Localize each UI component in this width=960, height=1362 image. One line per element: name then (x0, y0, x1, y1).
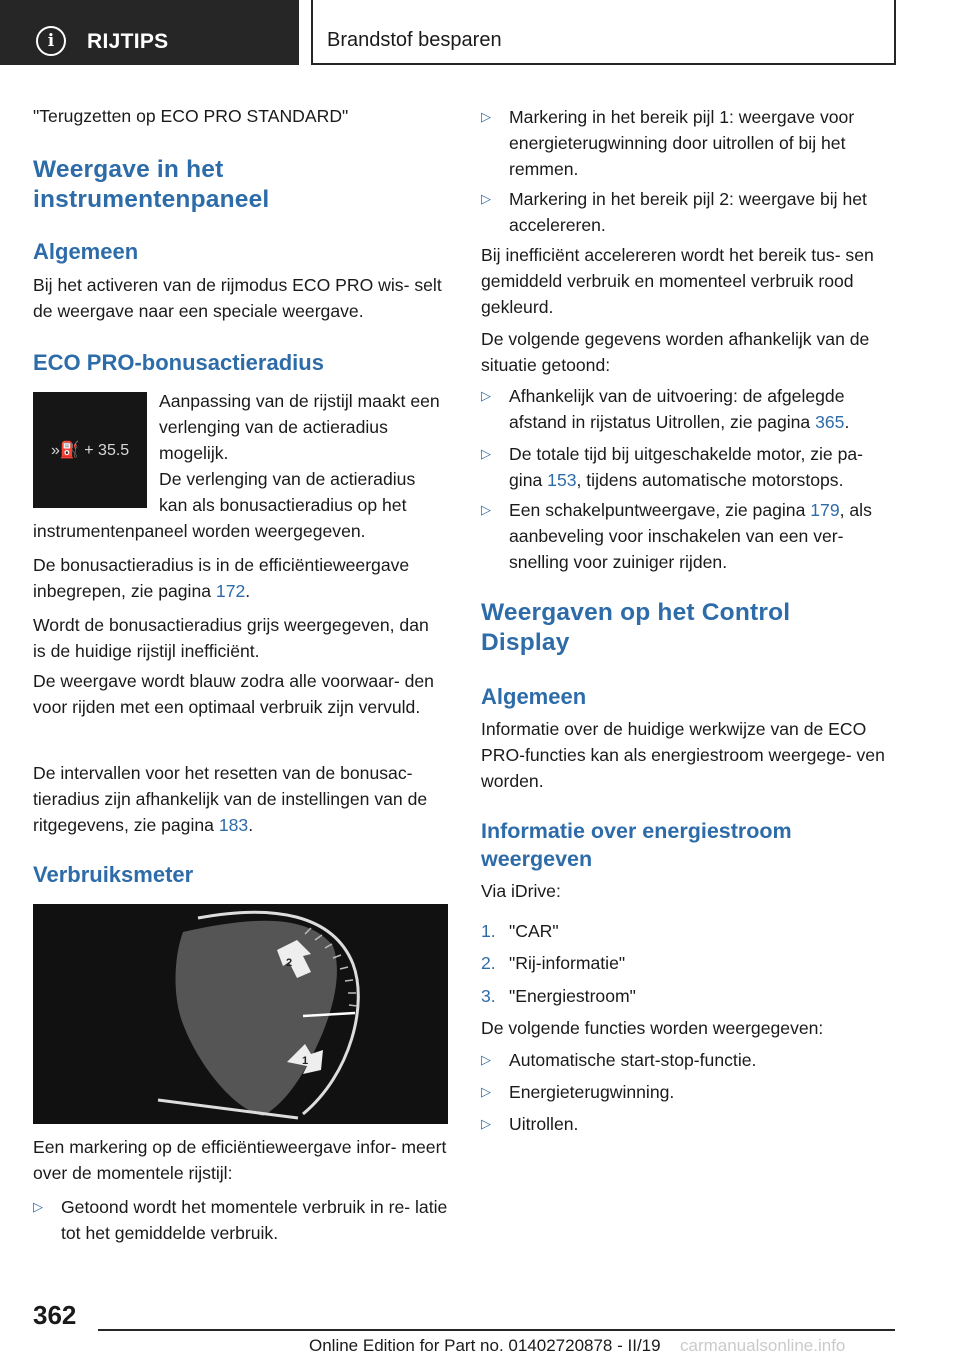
paragraph-inefficient: Bij inefficiënt accelereren wordt het bereik tus- sen gemiddeld verbruik en momenteel verbruik rood gekleurd. (481, 245, 874, 317)
paragraph-markering: Een markering op de efficiëntieweergave infor- meert over de momentele rijstijl: (33, 1137, 447, 1183)
page-link-172[interactable]: 172 (215, 581, 246, 601)
triangle-right-icon: ▷ (481, 446, 491, 461)
footer-divider (98, 1329, 895, 1331)
svg-text:1: 1 (302, 1055, 309, 1067)
triangle-right-icon: ▷ (481, 1116, 491, 1131)
heading-algemeen: Algemeen (33, 239, 139, 264)
paragraph-informatie: Informatie over de huidige werkwijze van de ECO PRO-functies kan als energiestroom weergege- ven worden. (481, 719, 885, 791)
heading-control-display: Weergaven op het Control Display (481, 599, 791, 656)
paragraph-idrive: Via iDrive: (481, 881, 561, 901)
heading-weergave-instrumentenpaneel: Weergave in het instrumentenpaneel (33, 156, 270, 213)
triangle-right-icon: ▷ (481, 502, 491, 517)
heading-verbruiksmeter: Verbruiksmeter (33, 862, 194, 887)
page-link-153[interactable]: 153 (547, 470, 577, 490)
heading-algemeen-2: Algemeen (481, 684, 587, 709)
triangle-right-icon: ▷ (481, 109, 491, 124)
page-link-183[interactable]: 183 (218, 815, 249, 835)
triangle-right-icon: ▷ (481, 1052, 491, 1067)
header-section-tab (0, 0, 299, 65)
paragraph-algemeen: Bij het activeren van de rijmodus ECO PRO wis- selt de weergave naar een speciale weergave. (33, 275, 442, 321)
page-link-365[interactable]: 365 (815, 412, 845, 432)
section-label: RIJTIPS (87, 30, 169, 53)
consumption-meter-image (33, 904, 448, 1124)
info-icon: i (36, 26, 66, 56)
triangle-right-icon: ▷ (481, 1084, 491, 1099)
page-number: 362 (33, 1300, 77, 1330)
paragraph-verlenging: De verlenging van de actieradius kan als bonusactieradius op het (159, 469, 416, 515)
paragraph-aanpassing: Aanpassing van de rijstijl maakt een verlenging van de actieradius mogelijk. (159, 391, 440, 463)
page-link-179[interactable]: 179 (810, 500, 840, 520)
paragraph-intervallen: De intervallen voor het resetten van de bonusac- tieradius zijn afhankelijk van de instellingen van de ritgegevens, zie pagina 183. (33, 763, 428, 835)
eco-bonus-value: »⛽ + 35.5 (51, 442, 130, 459)
eco-pro-bonus-range-image (33, 392, 147, 508)
paragraph-verlenging-cont: instrumentenpaneel worden weergegeven. (33, 521, 366, 541)
paragraph-grijs: Wordt de bonusactieradius grijs weergegeven, dan is de huidige rijstijl inefficiënt. (33, 615, 429, 661)
reset-option-text: "Terugzetten op ECO PRO STANDARD" (33, 106, 349, 126)
triangle-right-icon: ▷ (481, 191, 491, 206)
svg-text:2: 2 (286, 957, 293, 969)
paragraph-volgende: De volgende gegevens worden afhankelijk van de situatie getoond: (481, 329, 870, 375)
page-title: Brandstof besparen (327, 29, 502, 51)
heading-bonusactieradius: ECO PRO-bonusactieradius (33, 350, 324, 375)
header-title-box (311, 0, 896, 65)
watermark: carmanualsonline.info (680, 1336, 846, 1355)
heading-energiestroom: Informatie over energiestroom weergeven (481, 819, 792, 871)
paragraph-efficientie: De bonusactieradius is in de efficiëntieweergave inbegrepen, zie pagina 172. (33, 555, 410, 601)
triangle-right-icon: ▷ (33, 1199, 43, 1214)
footer-edition: Online Edition for Part no. 01402720878 - II/19 (309, 1336, 661, 1355)
triangle-right-icon: ▷ (481, 388, 491, 403)
paragraph-functies: De volgende functies worden weergegeven: (481, 1018, 824, 1038)
paragraph-blauw: De weergave wordt blauw zodra alle voorwaar- den voor rijden met een optimaal verbruik zijn vervuld. (33, 671, 434, 717)
consumption-meter-graphic (33, 904, 448, 1124)
